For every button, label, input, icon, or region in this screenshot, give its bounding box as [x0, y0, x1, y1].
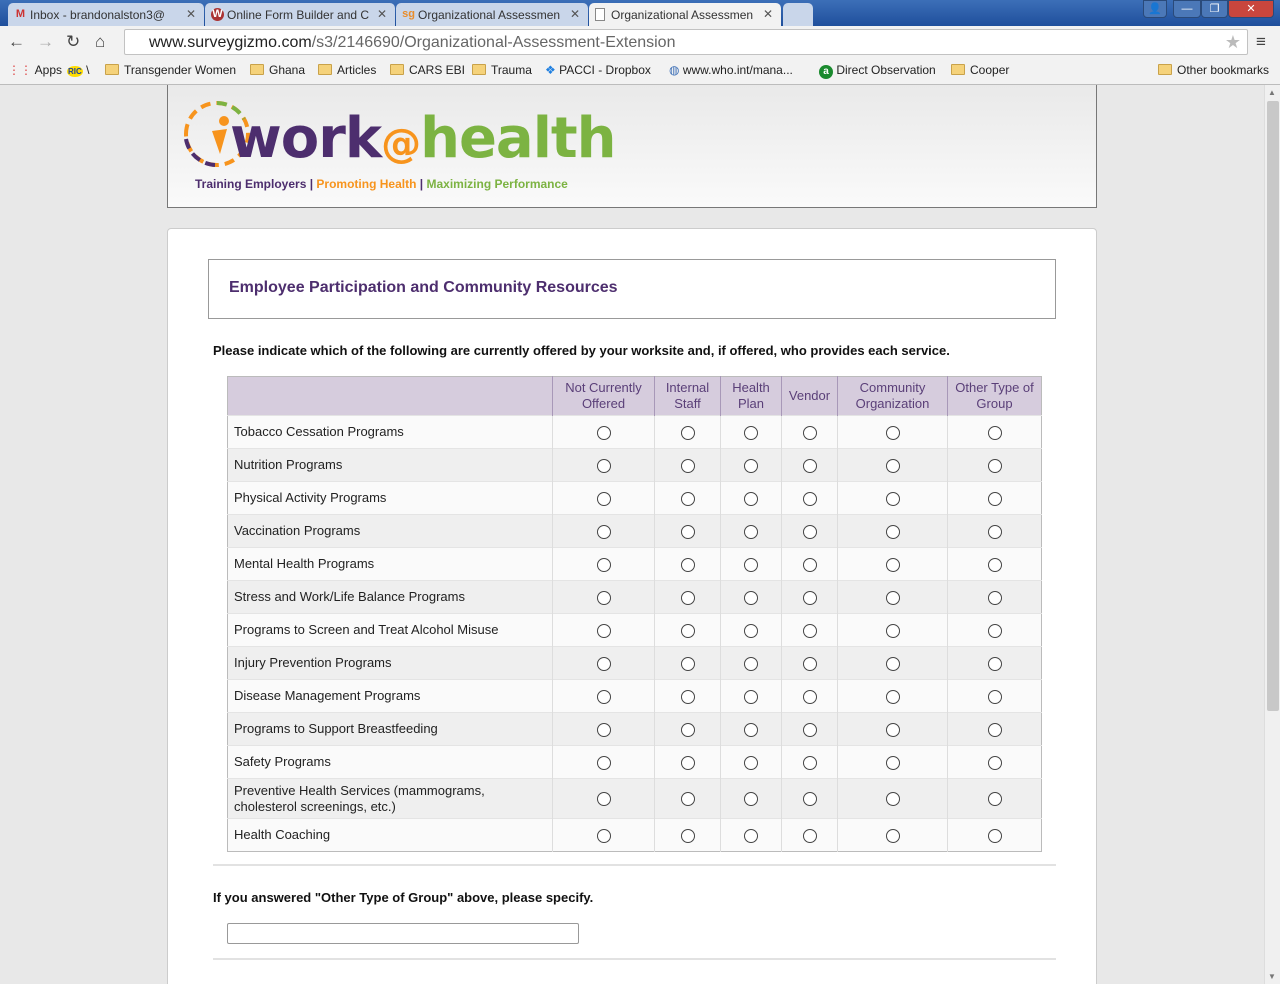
radio-button[interactable]	[597, 792, 611, 806]
bookmarks-bar	[0, 58, 1280, 85]
radio-cell	[838, 779, 948, 819]
radio-cell	[655, 482, 721, 515]
logo-wordmark: work@health	[230, 106, 616, 171]
radio-cell	[948, 581, 1042, 614]
folder-icon	[250, 64, 264, 75]
who-icon: ◍	[669, 63, 683, 77]
bookmark-trauma[interactable]: Trauma	[472, 63, 532, 77]
radio-button[interactable]	[597, 690, 611, 704]
divider	[213, 958, 1056, 960]
row-label: Preventive Health Services (mammograms, cholesterol screenings, etc.)	[228, 779, 553, 819]
radio-cell	[553, 548, 655, 581]
radio-button[interactable]	[744, 558, 758, 572]
radio-button[interactable]	[988, 459, 1002, 473]
radio-button[interactable]	[681, 426, 695, 440]
radio-button[interactable]	[988, 723, 1002, 737]
folder-icon	[472, 64, 486, 75]
radio-cell	[721, 746, 782, 779]
forward-icon[interactable]: →	[37, 32, 54, 51]
radio-button[interactable]	[681, 792, 695, 806]
radio-button[interactable]	[597, 492, 611, 506]
radio-cell	[782, 581, 838, 614]
radio-button[interactable]	[988, 657, 1002, 671]
new-tab-button[interactable]	[783, 3, 813, 26]
radio-button[interactable]	[597, 459, 611, 473]
bookmark-articles[interactable]: Articles	[318, 63, 376, 77]
tab-org-assessment-1[interactable]: sg Organizational Assessmen ✕	[396, 3, 588, 26]
matrix-row	[228, 416, 1042, 449]
column-header: Health Plan	[721, 377, 782, 416]
row-label: Stress and Work/Life Balance Programs	[228, 581, 553, 614]
radio-cell	[553, 416, 655, 449]
bookmark-direct-observation[interactable]: a Direct Observation	[819, 63, 936, 79]
radio-button[interactable]	[597, 426, 611, 440]
radio-button[interactable]	[886, 492, 900, 506]
radio-button[interactable]	[988, 558, 1002, 572]
tab-form-builder[interactable]: W Online Form Builder and C ✕	[205, 3, 395, 26]
radio-cell	[721, 449, 782, 482]
column-header: Vendor	[782, 377, 838, 416]
radio-button[interactable]	[681, 723, 695, 737]
radio-button[interactable]	[597, 558, 611, 572]
radio-cell	[553, 647, 655, 680]
radio-button[interactable]	[744, 756, 758, 770]
radio-cell	[948, 647, 1042, 680]
radio-cell	[655, 647, 721, 680]
radio-cell	[721, 647, 782, 680]
row-label: Programs to Support Breastfeeding	[228, 713, 553, 746]
matrix-row	[228, 779, 1042, 819]
radio-cell	[655, 416, 721, 449]
radio-button[interactable]	[597, 657, 611, 671]
radio-button[interactable]	[988, 525, 1002, 539]
radio-cell	[782, 746, 838, 779]
survey-card	[167, 228, 1097, 984]
browser-toolbar	[0, 26, 1280, 58]
row-label: Programs to Screen and Treat Alcohol Misuse	[228, 614, 553, 647]
radio-cell	[948, 416, 1042, 449]
radio-button[interactable]	[744, 690, 758, 704]
radio-cell	[948, 482, 1042, 515]
divider	[213, 864, 1056, 866]
row-label: Safety Programs	[228, 746, 553, 779]
apps-grid-icon: ⋮⋮	[8, 63, 35, 77]
radio-cell	[838, 647, 948, 680]
other-group-question: If you answered "Other Type of Group" above, please specify.	[213, 890, 594, 905]
radio-button[interactable]	[597, 525, 611, 539]
radio-cell	[948, 680, 1042, 713]
logo-tagline: Training Employers | Promoting Health | Maximizing Performance	[195, 177, 568, 191]
radio-cell	[721, 779, 782, 819]
row-label: Health Coaching	[228, 819, 553, 852]
row-label: Nutrition Programs	[228, 449, 553, 482]
radio-button[interactable]	[886, 558, 900, 572]
radio-cell	[782, 779, 838, 819]
radio-cell	[553, 819, 655, 852]
radio-button[interactable]	[597, 723, 611, 737]
column-header: Community Organization	[838, 377, 948, 416]
matrix-header-row	[228, 377, 1042, 416]
minimize-button[interactable]: —	[1173, 0, 1201, 18]
radio-cell	[838, 713, 948, 746]
radio-cell	[782, 416, 838, 449]
radio-button[interactable]	[744, 426, 758, 440]
radio-button[interactable]	[988, 756, 1002, 770]
folder-icon	[1158, 64, 1172, 75]
matrix-row	[228, 680, 1042, 713]
radio-button[interactable]	[744, 525, 758, 539]
row-label: Tobacco Cessation Programs	[228, 416, 553, 449]
scrollbar-thumb[interactable]	[1267, 101, 1279, 711]
row-label: Injury Prevention Programs	[228, 647, 553, 680]
close-icon[interactable]: ✕	[376, 7, 387, 21]
radio-button[interactable]	[988, 624, 1002, 638]
radio-button[interactable]	[681, 829, 695, 843]
radio-cell	[553, 680, 655, 713]
bookmark-cooper[interactable]: Cooper	[951, 63, 1009, 77]
radio-button[interactable]	[988, 591, 1002, 605]
radio-cell	[655, 614, 721, 647]
radio-button[interactable]	[988, 792, 1002, 806]
radio-cell	[838, 614, 948, 647]
restore-button[interactable]: ❐	[1201, 0, 1228, 18]
radio-button[interactable]	[803, 558, 817, 572]
radio-button[interactable]	[886, 459, 900, 473]
radio-button[interactable]	[886, 792, 900, 806]
bookmark-pacci-dropbox[interactable]: ❖ PACCI - Dropbox	[545, 63, 651, 77]
home-icon[interactable]: ⌂	[95, 32, 106, 51]
radio-cell	[782, 449, 838, 482]
row-label: Mental Health Programs	[228, 548, 553, 581]
radio-cell	[782, 515, 838, 548]
radio-button[interactable]	[681, 756, 695, 770]
matrix-question-text: Please indicate which of the following are currently offered by your worksite and, if offered, who provides each service.	[213, 343, 950, 358]
radio-button[interactable]	[744, 792, 758, 806]
radio-cell	[553, 779, 655, 819]
menu-icon[interactable]: ≡	[1256, 32, 1266, 51]
radio-cell	[782, 614, 838, 647]
gmail-icon: M	[15, 8, 26, 20]
column-header: Internal Staff	[655, 377, 721, 416]
radio-button[interactable]	[886, 624, 900, 638]
radio-button[interactable]	[803, 756, 817, 770]
row-label: Physical Activity Programs	[228, 482, 553, 515]
radio-cell	[655, 819, 721, 852]
radio-cell	[553, 449, 655, 482]
radio-cell	[721, 548, 782, 581]
radio-button[interactable]	[744, 624, 758, 638]
radio-button[interactable]	[597, 591, 611, 605]
radio-cell	[838, 482, 948, 515]
column-header: Not Currently Offered	[553, 377, 655, 416]
radio-button[interactable]	[988, 426, 1002, 440]
tab-org-assessment-active[interactable]: Organizational Assessmen ✕	[589, 3, 781, 26]
dropbox-icon: ❖	[545, 63, 560, 77]
radio-cell	[838, 680, 948, 713]
radio-cell	[655, 680, 721, 713]
radio-cell	[948, 819, 1042, 852]
matrix-corner-cell	[228, 377, 553, 416]
radio-cell	[655, 713, 721, 746]
radio-cell	[655, 746, 721, 779]
radio-cell	[553, 581, 655, 614]
radio-button[interactable]	[744, 829, 758, 843]
radio-button[interactable]	[681, 459, 695, 473]
radio-button[interactable]	[681, 558, 695, 572]
radio-button[interactable]	[744, 492, 758, 506]
radio-button[interactable]	[597, 756, 611, 770]
radio-cell	[948, 548, 1042, 581]
folder-icon	[951, 64, 965, 75]
radio-cell	[838, 819, 948, 852]
header-logo-banner	[167, 85, 1097, 208]
bookmark-apps[interactable]: ⋮⋮ Apps	[8, 63, 63, 77]
radio-button[interactable]	[988, 690, 1002, 704]
radio-cell	[655, 581, 721, 614]
radio-button[interactable]	[886, 829, 900, 843]
matrix-row	[228, 482, 1042, 515]
radio-cell	[553, 614, 655, 647]
scroll-up-icon[interactable]: ▲	[1268, 88, 1276, 97]
radio-cell	[721, 416, 782, 449]
bookmark-ghana[interactable]: Ghana	[250, 63, 305, 77]
radio-button[interactable]	[681, 591, 695, 605]
close-icon[interactable]: ✕	[185, 7, 196, 21]
radio-button[interactable]	[886, 756, 900, 770]
radio-cell	[721, 680, 782, 713]
browser-titlebar	[0, 0, 1280, 26]
folder-icon	[318, 64, 332, 75]
section-title: Employee Participation and Community Resources	[208, 259, 1056, 319]
bookmark-who[interactable]: ◍ www.who.int/mana...	[669, 63, 793, 77]
radio-cell	[838, 548, 948, 581]
radio-cell	[948, 515, 1042, 548]
radio-button[interactable]	[886, 723, 900, 737]
bookmark-transgender-women[interactable]: Transgender Women	[105, 63, 236, 77]
radio-button[interactable]	[803, 525, 817, 539]
radio-button[interactable]	[803, 792, 817, 806]
matrix-row	[228, 819, 1042, 852]
page-viewport	[0, 85, 1264, 984]
radio-cell	[948, 449, 1042, 482]
folder-icon	[105, 64, 119, 75]
radio-button[interactable]	[803, 624, 817, 638]
address-bar[interactable]: www.surveygizmo.com/s3/2146690/Organizational-Assessment-Extension ★	[124, 29, 1248, 55]
row-label: Vaccination Programs	[228, 515, 553, 548]
radio-button[interactable]	[681, 624, 695, 638]
column-header: Other Type of Group	[948, 377, 1042, 416]
surveygizmo-icon: sg	[402, 8, 415, 20]
radio-cell	[655, 548, 721, 581]
radio-cell	[948, 713, 1042, 746]
radio-button[interactable]	[886, 426, 900, 440]
radio-cell	[782, 548, 838, 581]
radio-button[interactable]	[597, 829, 611, 843]
radio-button[interactable]	[803, 723, 817, 737]
folder-icon	[390, 64, 404, 75]
radio-button[interactable]	[597, 624, 611, 638]
radio-cell	[782, 713, 838, 746]
radio-button[interactable]	[803, 591, 817, 605]
radio-cell	[721, 515, 782, 548]
radio-button[interactable]	[681, 525, 695, 539]
matrix-row	[228, 746, 1042, 779]
radio-button[interactable]	[744, 591, 758, 605]
matrix-row	[228, 614, 1042, 647]
star-icon[interactable]: ★	[1224, 32, 1241, 52]
radio-button[interactable]	[803, 492, 817, 506]
row-label: Disease Management Programs	[228, 680, 553, 713]
radio-button[interactable]	[988, 829, 1002, 843]
radio-cell	[782, 482, 838, 515]
matrix-row	[228, 647, 1042, 680]
scroll-down-icon[interactable]: ▼	[1268, 972, 1276, 981]
reload-icon[interactable]: ↻	[66, 32, 81, 51]
radio-cell	[838, 746, 948, 779]
radio-cell	[553, 515, 655, 548]
bookmark-ric[interactable]: RIC \	[68, 63, 90, 77]
radio-button[interactable]	[886, 525, 900, 539]
radio-cell	[838, 449, 948, 482]
radio-button[interactable]	[744, 459, 758, 473]
radio-button[interactable]	[803, 459, 817, 473]
radio-cell	[553, 746, 655, 779]
radio-cell	[553, 713, 655, 746]
radio-button[interactable]	[886, 657, 900, 671]
radio-button[interactable]	[886, 591, 900, 605]
radio-cell	[553, 482, 655, 515]
matrix-row	[228, 581, 1042, 614]
radio-cell	[655, 515, 721, 548]
bookmark-other[interactable]: Other bookmarks	[1158, 63, 1269, 77]
radio-cell	[782, 819, 838, 852]
radio-button[interactable]	[681, 492, 695, 506]
radio-button[interactable]	[803, 829, 817, 843]
radio-cell	[655, 449, 721, 482]
matrix-question-table	[227, 376, 1042, 852]
radio-cell	[721, 581, 782, 614]
close-icon[interactable]: ✕	[762, 7, 773, 21]
radio-button[interactable]	[681, 690, 695, 704]
radio-cell	[948, 614, 1042, 647]
radio-button[interactable]	[803, 690, 817, 704]
radio-button[interactable]	[988, 492, 1002, 506]
radio-button[interactable]	[886, 690, 900, 704]
radio-button[interactable]	[681, 657, 695, 671]
other-group-input[interactable]	[227, 923, 579, 944]
wufoo-icon: W	[212, 8, 223, 20]
close-window-button[interactable]: ✕	[1228, 0, 1274, 18]
tab-inbox[interactable]: M Inbox - brandonalston3@ ✕	[8, 3, 204, 26]
matrix-row	[228, 515, 1042, 548]
matrix-row	[228, 713, 1042, 746]
radio-cell	[838, 581, 948, 614]
a-icon: a	[819, 65, 833, 79]
bookmark-cars-ebi[interactable]: CARS EBI	[390, 63, 465, 77]
ric-icon: RIC	[68, 67, 82, 76]
page-scrollbar[interactable]	[1264, 85, 1280, 984]
radio-cell	[721, 614, 782, 647]
radio-cell	[782, 647, 838, 680]
radio-cell	[721, 819, 782, 852]
profile-icon[interactable]: 👤	[1143, 0, 1167, 18]
close-icon[interactable]: ✕	[569, 7, 580, 21]
back-icon[interactable]: ←	[8, 32, 25, 51]
radio-cell	[838, 515, 948, 548]
radio-button[interactable]	[803, 426, 817, 440]
radio-cell	[838, 416, 948, 449]
radio-button[interactable]	[744, 657, 758, 671]
matrix-row	[228, 449, 1042, 482]
radio-button[interactable]	[803, 657, 817, 671]
page-icon	[595, 8, 605, 21]
radio-cell	[782, 680, 838, 713]
radio-cell	[948, 746, 1042, 779]
radio-cell	[655, 779, 721, 819]
matrix-row	[228, 548, 1042, 581]
radio-cell	[721, 482, 782, 515]
radio-cell	[948, 779, 1042, 819]
radio-button[interactable]	[744, 723, 758, 737]
radio-cell	[721, 713, 782, 746]
